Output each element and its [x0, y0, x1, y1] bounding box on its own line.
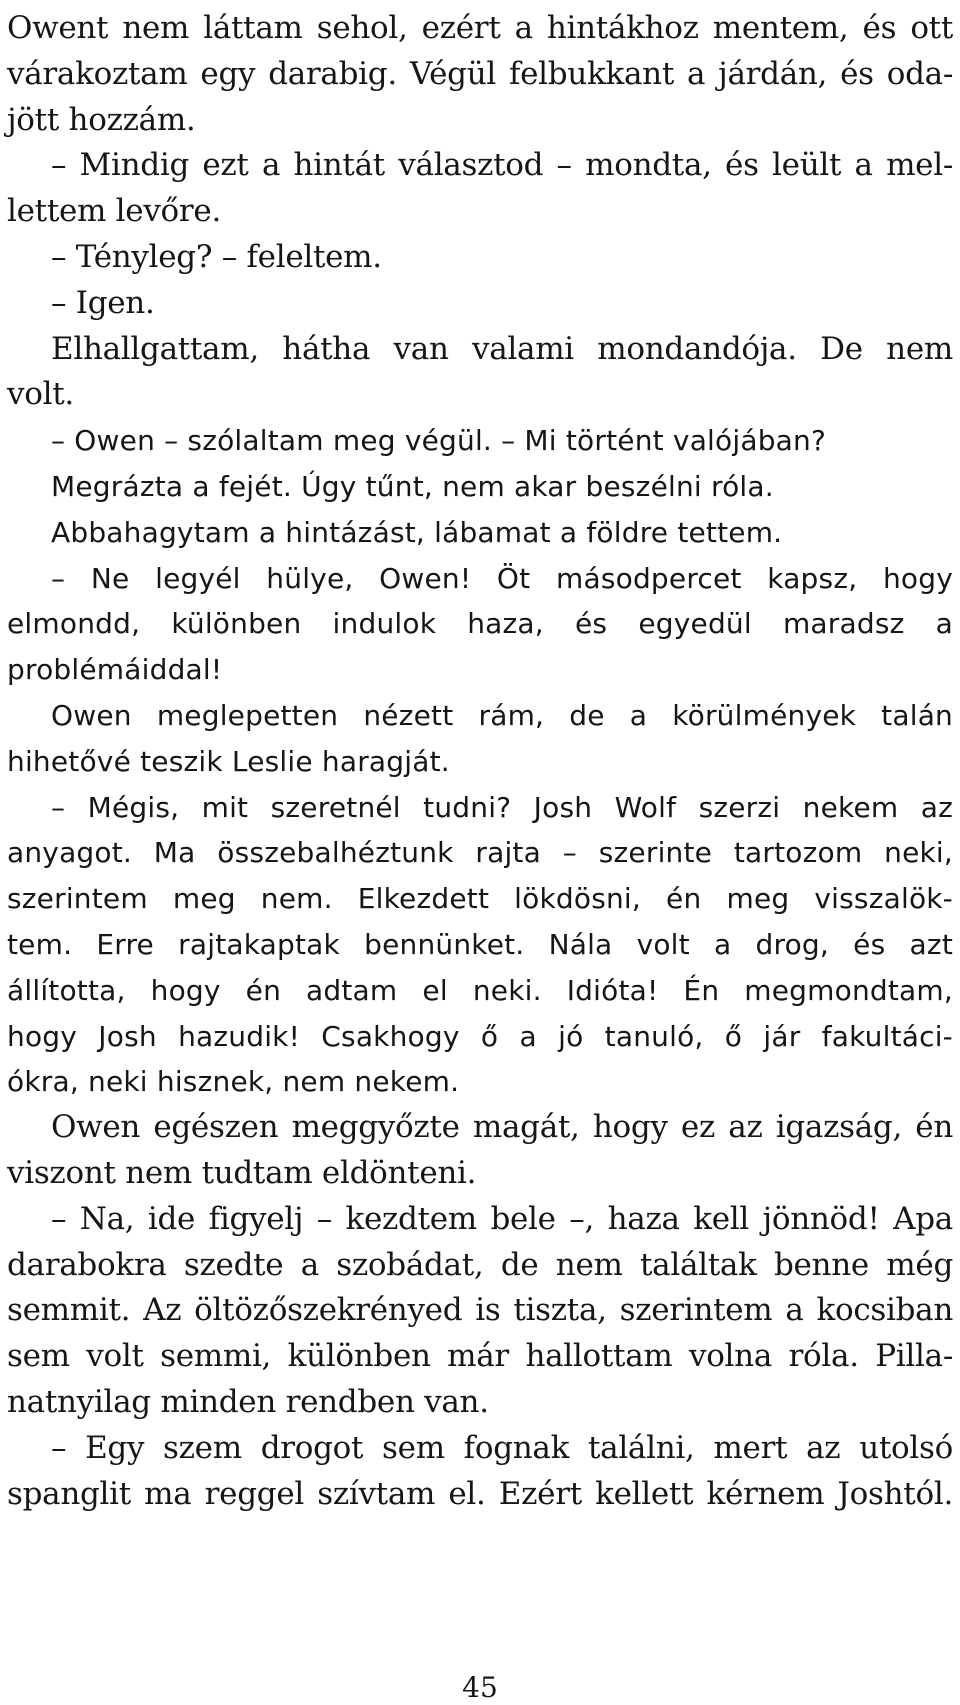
text-line: Megrázta a fejét. Úgy tűnt, nem akar beszélni róla.: [51, 469, 774, 503]
text-line: sem volt semmi, különben már hallottam volna róla. Pilla-: [7, 1338, 953, 1375]
text-line: anyagot. Ma összebalhéztunk rajta – szerinte tartozom neki,: [7, 836, 953, 870]
text-line: viszont nem tudtam eldönteni.: [7, 1154, 477, 1191]
text-line: – Egy szem drogot sem fognak találni, mert az utolsó: [51, 1429, 953, 1466]
text-line: hogy Josh hazudik! Csakhogy ő a jó tanuló, ő jár fakultáci-: [7, 1019, 953, 1053]
text-line: Owent nem láttam sehol, ezért a hintákhoz mentem, és ott: [7, 10, 953, 46]
text-line: natnyilag minden rendben van.: [7, 1383, 489, 1420]
text-line: Abbahagytam a hintázást, lábamat a földre tettem.: [51, 515, 783, 549]
text-line: – Igen.: [51, 284, 155, 321]
page-number: 45: [462, 1671, 498, 1704]
text-line: darabokra szedte a szobádat, de nem találtak benne még: [7, 1246, 953, 1283]
text-line: – Mindig ezt a hintát választod – mondta, és leült a mel-: [51, 147, 953, 184]
text-line: várakoztam egy darabig. Végül felbukkant a járdán, és oda-: [7, 55, 953, 92]
text-line: állította, hogy én adtam el neki. Idióta! Én megmondtam,: [7, 973, 953, 1007]
text-line: tem. Erre rajtakaptak bennünket. Nála volt a drog, és azt: [7, 927, 953, 961]
text-line: jött hozzám.: [7, 101, 196, 138]
body-text: [7, 6, 953, 1517]
text-line: Owen egészen meggyőzte magát, hogy ez az igazság, én: [51, 1109, 953, 1146]
text-line: semmit. Az öltözőszekrényed is tiszta, szerintem a kocsiban: [7, 1292, 953, 1329]
text-line: – Tényleg? – feleltem.: [51, 238, 382, 275]
text-line: ókra, neki hisznek, nem nekem.: [7, 1065, 460, 1099]
text-line: lettem levőre.: [7, 193, 222, 230]
text-line: problémáiddal!: [7, 653, 223, 687]
text-line: – Owen – szólaltam meg végül. – Mi történt valójában?: [51, 424, 827, 458]
text-line: spanglit ma reggel szívtam el. Ezért kellett kérnem Joshtól.: [7, 1475, 953, 1512]
text-line: szerintem meg nem. Elkezdett lökdösni, én meg visszalök-: [7, 882, 953, 916]
text-line: – Na, ide figyelj – kezdtem bele –, haza kell jönnöd! Apa: [51, 1200, 953, 1237]
text-line: volt.: [7, 376, 74, 413]
text-line: elmondd, különben indulok haza, és egyedül maradsz a: [7, 607, 953, 641]
text-line: – Mégis, mit szeretnél tudni? Josh Wolf szerzi nekem az: [51, 790, 953, 824]
text-line: Elhallgattam, hátha van valami mondandója. De nem: [51, 330, 953, 367]
text-line: Owen meglepetten nézett rám, de a körülmények talán: [51, 698, 953, 732]
text-line: hihetővé teszik Leslie haragját.: [7, 744, 450, 778]
text-line: – Ne legyél hülye, Owen! Öt másodpercet kapsz, hogy: [51, 561, 953, 595]
